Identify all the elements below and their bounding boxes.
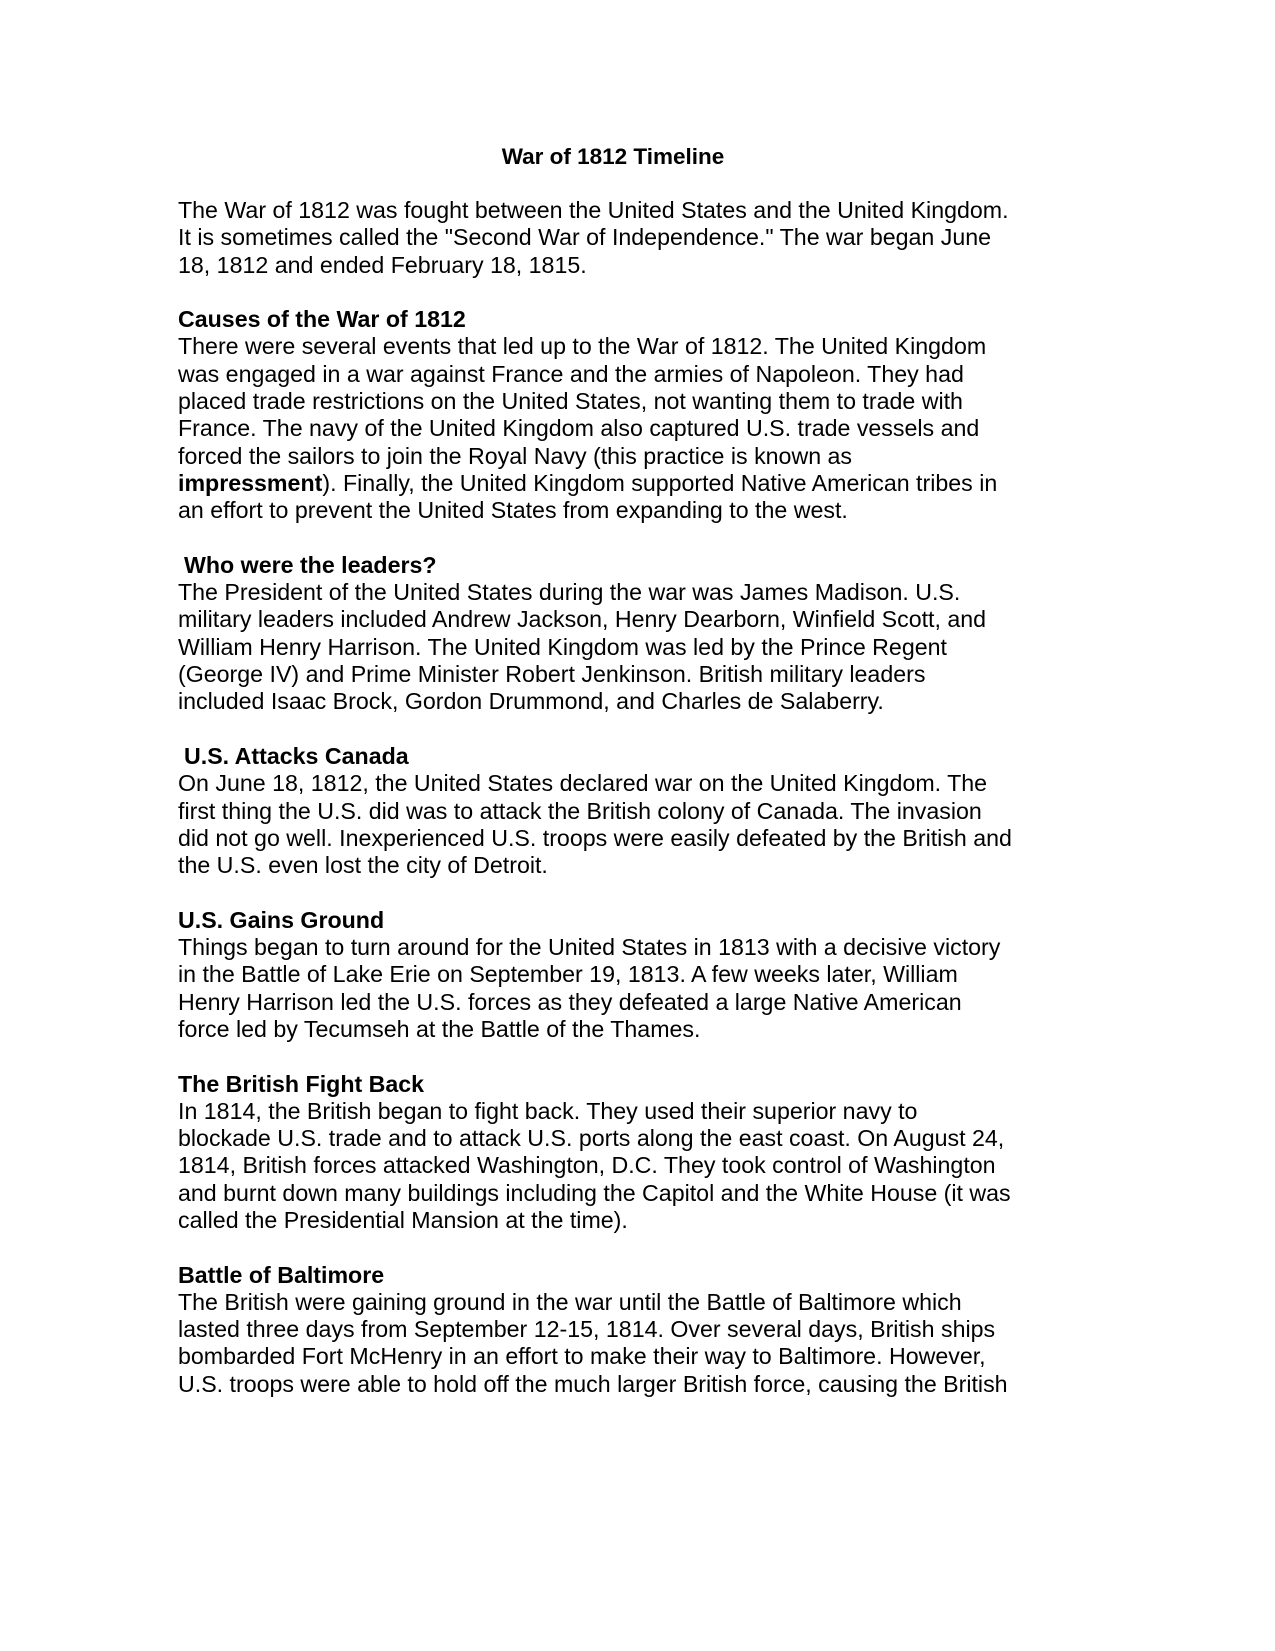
body-line: U.S. troops were able to hold off the much larger British force, causing the British: [178, 1370, 1008, 1397]
body-line: William Henry Harrison. The United Kingdom was led by the Prince Regent: [178, 633, 947, 660]
document-page: [178, 140, 1048, 1425]
body-line: force led by Tecumseh at the Battle of the Thames.: [178, 1015, 701, 1042]
section-body-attacks-canada: [178, 770, 1048, 879]
section-body-british-fight-back: [178, 1098, 1048, 1234]
body-line: called the Presidential Mansion at the time).: [178, 1206, 628, 1233]
body-line: military leaders included Andrew Jackson, Henry Dearborn, Winfield Scott, and: [178, 606, 987, 633]
body-line: There were several events that led up to the War of 1812. The United Kingdom: [178, 333, 987, 360]
body-line: The British were gaining ground in the war until the Battle of Baltimore which: [178, 1288, 962, 1315]
body-line-with-bold: [178, 470, 1048, 497]
body-line: lasted three days from September 12-15, 1814. Over several days, British ships: [178, 1316, 996, 1343]
section-body-causes: [178, 333, 1048, 524]
section-heading-causes: Causes of the War of 1812: [178, 306, 466, 333]
body-line: included Isaac Brock, Gordon Drummond, and Charles de Salaberry.: [178, 688, 884, 715]
section-heading-attacks-canada: U.S. Attacks Canada: [184, 742, 409, 769]
section-heading-baltimore: Battle of Baltimore: [178, 1261, 385, 1288]
section-heading-british-fight-back: The British Fight Back: [178, 1070, 425, 1097]
intro-line: The War of 1812 was fought between the United States and the United Kingdom.: [178, 197, 1009, 223]
intro-line: 18, 1812 and ended February 18, 1815.: [178, 251, 587, 278]
body-line: first thing the U.S. did was to attack the British colony of Canada. The invasion: [178, 797, 982, 824]
body-line: and burnt down many buildings including the Capitol and the White House (it was: [178, 1179, 1011, 1206]
body-line-rest: ). Finally, the United Kingdom supported Native American tribes in: [322, 469, 998, 496]
section-heading-leaders: Who were the leaders?: [184, 551, 437, 578]
body-line: Henry Harrison led the U.S. forces as they defeated a large Native American: [178, 988, 962, 1015]
body-line: the U.S. even lost the city of Detroit.: [178, 852, 548, 879]
body-line: bombarded Fort McHenry in an effort to make their way to Baltimore. However,: [178, 1343, 986, 1370]
body-line: in the Battle of Lake Erie on September 19, 1813. A few weeks later, William: [178, 961, 958, 988]
document-title: War of 1812 Timeline: [501, 144, 725, 169]
section-body-leaders: [178, 579, 1048, 715]
body-line: In 1814, the British began to fight back. They used their superior navy to: [178, 1097, 918, 1124]
section-heading-gains-ground: U.S. Gains Ground: [178, 906, 385, 933]
body-line: On June 18, 1812, the United States declared war on the United Kingdom. The: [178, 770, 988, 797]
body-line: placed trade restrictions on the United States, not wanting them to trade with: [178, 388, 963, 415]
section-body-gains-ground: [178, 934, 1048, 1043]
body-line: The President of the United States during the war was James Madison. U.S.: [178, 579, 961, 606]
section-body-baltimore: [178, 1289, 1048, 1398]
body-line: (George IV) and Prime Minister Robert Jenkinson. British military leaders: [178, 661, 926, 688]
bold-term-impressment: impressment: [178, 469, 323, 496]
intro-paragraph: [178, 197, 1048, 279]
body-line: France. The navy of the United Kingdom also captured U.S. trade vessels and: [178, 415, 980, 442]
body-line: an effort to prevent the United States from expanding to the west.: [178, 497, 848, 524]
body-line: forced the sailors to join the Royal Navy (this practice is known as: [178, 442, 853, 469]
body-line: blockade U.S. trade and to attack U.S. ports along the east coast. On August 24,: [178, 1125, 1005, 1152]
body-line: 1814, British forces attacked Washington, D.C. They took control of Washington: [178, 1152, 996, 1179]
body-line: did not go well. Inexperienced U.S. troops were easily defeated by the British and: [178, 824, 1012, 851]
body-line: Things began to turn around for the United States in 1813 with a decisive victory: [178, 934, 1001, 961]
intro-line: It is sometimes called the "Second War of Independence." The war began June: [178, 224, 992, 251]
body-line: was engaged in a war against France and the armies of Napoleon. They had: [178, 360, 964, 387]
